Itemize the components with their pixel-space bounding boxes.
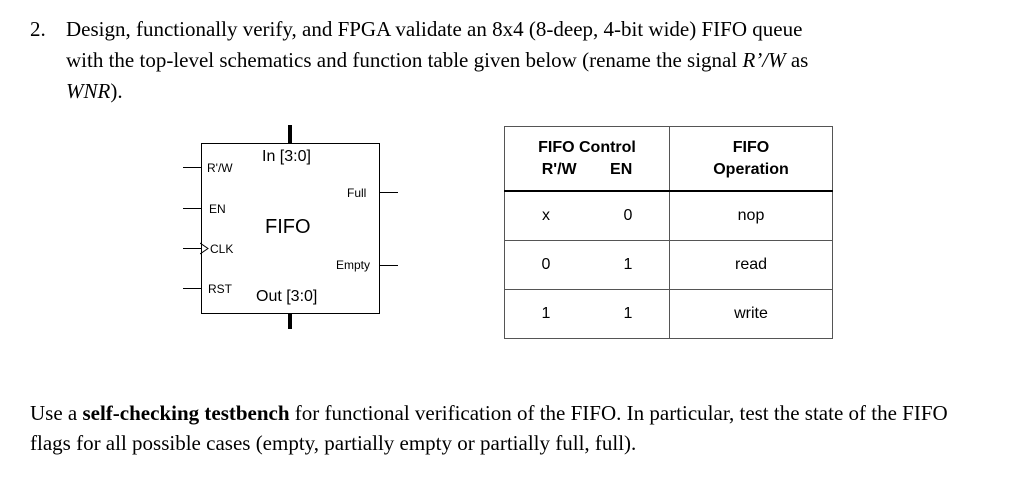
function-table xyxy=(504,126,833,339)
problem-number: 2. xyxy=(30,17,46,41)
header-fifo-control: FIFO Control R'/W EN xyxy=(505,127,670,192)
signal-old: R’/W xyxy=(742,48,786,72)
en-pin xyxy=(183,208,201,209)
fifo-title: FIFO xyxy=(265,216,311,238)
in-bus-pin xyxy=(288,125,292,143)
clk-label: CLK xyxy=(210,242,234,256)
table-header-row xyxy=(505,127,833,192)
table-row xyxy=(505,290,833,339)
rw-label: R'/W xyxy=(207,161,233,175)
control-cell: 1 1 xyxy=(505,290,670,339)
testbench-instructions: Use a self-checking testbench for functional verification of the FIFO. In particular, test the state of the FIFO flags for all possible cases (empty, partially empty or partially full, full). xyxy=(30,401,948,455)
clk-pin xyxy=(183,248,201,249)
out-label: Out [3:0] xyxy=(256,288,318,305)
full-label: Full xyxy=(347,186,367,200)
operation-cell: nop xyxy=(670,191,833,241)
problem-statement xyxy=(30,14,980,107)
full-pin xyxy=(380,192,398,193)
rw-pin xyxy=(183,167,201,168)
signal-new: WNR xyxy=(66,79,111,103)
control-cell: x 0 xyxy=(505,191,670,241)
clock-triangle-icon xyxy=(200,242,210,255)
header-fifo-operation: FIFO Operation xyxy=(670,127,833,192)
table-row xyxy=(505,241,833,290)
operation-cell: read xyxy=(670,241,833,290)
in-label: In [3:0] xyxy=(262,148,311,165)
rst-label: RST xyxy=(208,282,232,296)
header-rw: R'/W xyxy=(541,160,577,178)
empty-pin xyxy=(380,265,398,266)
empty-label: Empty xyxy=(336,258,371,272)
out-bus-pin xyxy=(288,314,292,329)
problem-text: Design, functionally verify, and FPGA validate an 8x4 (8-deep, 4-bit wide) FIFO queue with the top-level schematics and function table given below (rename the signal R’/W as WNR). xyxy=(66,17,809,103)
fifo-block xyxy=(201,143,380,314)
emphasis-text: self-checking testbench xyxy=(82,401,290,425)
table-row xyxy=(505,191,833,241)
control-cell: 0 1 xyxy=(505,241,670,290)
operation-cell: write xyxy=(670,290,833,339)
en-label: EN xyxy=(209,202,226,216)
header-en: EN xyxy=(610,160,633,178)
rst-pin xyxy=(183,288,201,289)
